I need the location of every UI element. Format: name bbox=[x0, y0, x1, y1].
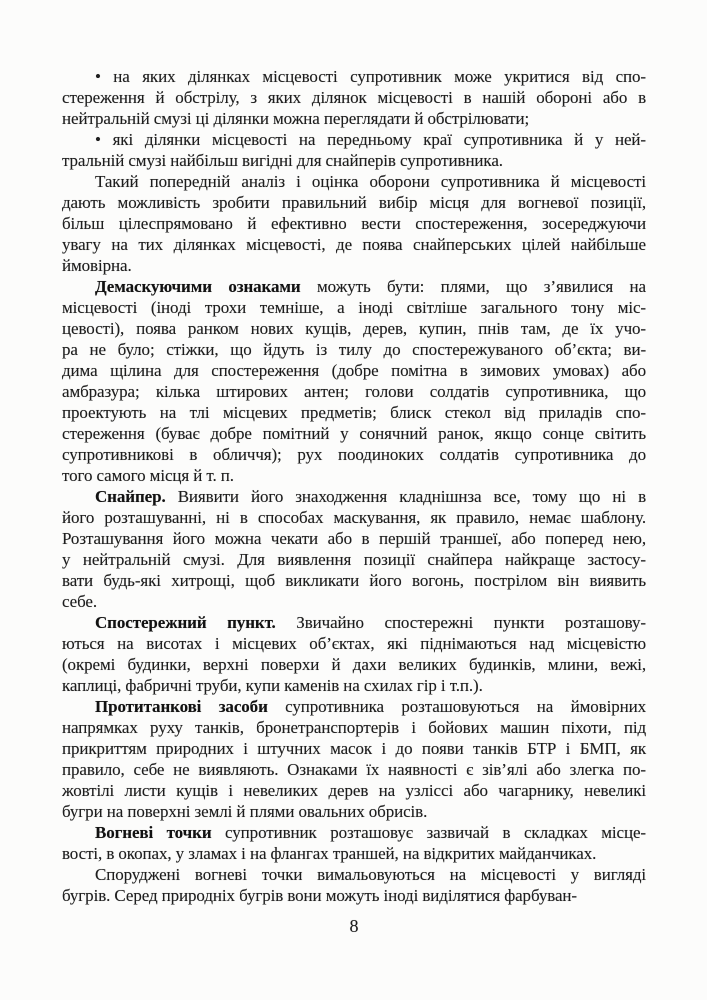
text-line bbox=[62, 234, 646, 255]
bold-lead-in: Вогневі точки bbox=[95, 823, 212, 842]
text-line bbox=[62, 801, 646, 822]
text-line bbox=[62, 255, 646, 276]
text-segment: • на яких ділянках місцевості супротивник може укритися від спо- bbox=[95, 67, 646, 86]
text-segment: увагу на тих ділянках місцевості, де поява снайперських цілей найбільше bbox=[62, 235, 646, 254]
text-line bbox=[62, 843, 646, 864]
text-segment: цевості), поява ранком нових кущів, дерев, купин, пнів там, де їх учо- bbox=[62, 319, 646, 338]
text-segment: супротивника розташовуються на ймовірних bbox=[267, 697, 646, 716]
text-block bbox=[62, 66, 646, 906]
text-segment: ймовірна. bbox=[62, 256, 132, 275]
text-segment: жовтілі листи кущів і невеликих дерев на узліссі або чагарнику, невеликі bbox=[62, 781, 646, 800]
text-line bbox=[62, 339, 646, 360]
text-segment: • які ділянки місцевості на передньому краї супротивника й у ней- bbox=[95, 130, 646, 149]
text-segment: каплиці, фабричні труби, купи каменів на схилах гір і т.п.). bbox=[62, 676, 483, 695]
text-line bbox=[62, 444, 646, 465]
text-line bbox=[62, 822, 646, 843]
text-line bbox=[62, 528, 646, 549]
text-line bbox=[62, 612, 646, 633]
text-line bbox=[62, 885, 646, 906]
text-line bbox=[62, 213, 646, 234]
text-line bbox=[62, 507, 646, 528]
text-line bbox=[62, 864, 646, 885]
text-segment: дають можливість зробити правильний вибір місця для вогневої позиції, bbox=[62, 193, 646, 212]
text-line bbox=[62, 87, 646, 108]
text-segment: ра не було; стіжки, що йдуть із тилу до спостережуваного об’єкта; ви- bbox=[62, 340, 646, 359]
text-segment: нейтральній смузі ці ділянки можна переглядати й обстрілювати; bbox=[62, 109, 530, 128]
text-segment: (окремі будинки, верхні поверхи й дахи великих будинків, млини, вежі, bbox=[62, 655, 646, 674]
text-segment: у нейтральній смузі. Для виявлення позиції снайпера найкраще застосу- bbox=[62, 550, 646, 569]
text-segment: правило, себе не виявляють. Ознаками їх наявності є зів’ялі або злегка по- bbox=[62, 760, 646, 779]
bold-lead-in: Спостережний пункт. bbox=[95, 613, 276, 632]
text-segment: стереження й обстрілу, з яких ділянок місцевості в нашій обороні або в bbox=[62, 88, 646, 107]
text-segment: ються на висотах і місцевих об’єктах, які піднімаються над місцевістю bbox=[62, 634, 646, 653]
text-segment: проектують на тлі місцевих предметів; блиск стекол від приладів спо- bbox=[62, 403, 646, 422]
text-line bbox=[62, 360, 646, 381]
text-segment: дима щілина для спостереження (добре помітна в зимових умовах) або bbox=[62, 361, 646, 380]
text-segment: стереження (буває добре помітний у сонячний ранок, якщо сонце світить bbox=[62, 424, 646, 443]
text-line bbox=[62, 318, 646, 339]
text-line bbox=[62, 276, 646, 297]
text-segment: його розташуванні, ні в способах маскування, як правило, немає шаблону. bbox=[62, 508, 646, 527]
text-line bbox=[62, 381, 646, 402]
text-segment: більш цілеспрямовано й ефективно вести спостереження, зосереджуючи bbox=[62, 214, 646, 233]
text-line bbox=[62, 738, 646, 759]
text-line bbox=[62, 759, 646, 780]
text-segment: того самого місця й т. п. bbox=[62, 466, 234, 485]
text-line bbox=[62, 675, 646, 696]
text-line bbox=[62, 423, 646, 444]
text-line bbox=[62, 633, 646, 654]
text-line bbox=[62, 66, 646, 87]
text-line bbox=[62, 192, 646, 213]
text-line bbox=[62, 108, 646, 129]
text-line bbox=[62, 402, 646, 423]
text-line bbox=[62, 591, 646, 612]
text-line bbox=[62, 465, 646, 486]
text-segment: себе. bbox=[62, 592, 98, 611]
text-line bbox=[62, 696, 646, 717]
text-line bbox=[62, 654, 646, 675]
text-segment: Такий попередній аналіз і оцінка оборони супротивника й місцевості bbox=[95, 172, 646, 191]
text-segment: Виявити його знаходження кладнішнза все, тому що ні в bbox=[165, 487, 646, 506]
text-segment: амбразура; кілька штирових антен; голови солдатів супротивника, що bbox=[62, 382, 646, 401]
text-line bbox=[62, 129, 646, 150]
text-line bbox=[62, 549, 646, 570]
text-line bbox=[62, 297, 646, 318]
bold-lead-in: Демаскуючими ознаками bbox=[95, 277, 301, 296]
text-line bbox=[62, 570, 646, 591]
text-segment: супротивник розташовує зазвичай в складках місце- bbox=[211, 823, 646, 842]
text-segment: Споруджені вогневі точки вимальовуються на місцевості у вигляді bbox=[95, 865, 646, 884]
text-segment: тральній смузі найбільш вигідні для снайперів супротивника. bbox=[62, 151, 503, 170]
text-segment: Розташування його можна чекати або в першій траншеї, або поперед нею, bbox=[62, 529, 646, 548]
text-segment: місцевості (іноді трохи темніше, а іноді світліше загального тону міс- bbox=[62, 298, 646, 317]
bold-lead-in: Снайпер. bbox=[95, 487, 166, 506]
text-segment: Звичайно спостережні пункти розташову- bbox=[275, 613, 646, 632]
text-line bbox=[62, 717, 646, 738]
text-line bbox=[62, 486, 646, 507]
text-line bbox=[62, 171, 646, 192]
text-line bbox=[62, 150, 646, 171]
text-segment: вати будь-які хитрощі, щоб викликати його вогонь, пострілом він виявить bbox=[62, 571, 646, 590]
text-segment: бугри на поверхні землі й плями овальних обрисів. bbox=[62, 802, 428, 821]
text-segment: вості, в окопах, у зламах і на флангах траншей, на відкритих майданчиках. bbox=[62, 844, 597, 863]
bold-lead-in: Протитанкові засоби bbox=[95, 697, 268, 716]
text-segment: прикриттям природних і штучних масок і до появи танків БТР і БМП, як bbox=[62, 739, 646, 758]
text-segment: супротивникові в обличчя); рух поодиноких солдатів супротивника до bbox=[62, 445, 646, 464]
text-line bbox=[62, 780, 646, 801]
text-segment: бугрів. Серед природніх бугрів вони можуть іноді виділятися фарбуван- bbox=[62, 886, 577, 905]
text-segment: напрямках руху танків, бронетранспортерів і бойових машин піхоти, під bbox=[62, 718, 646, 737]
page-number: 8 bbox=[349, 916, 359, 936]
text-segment: можуть бути: плями, що з’явилися на bbox=[300, 277, 646, 296]
